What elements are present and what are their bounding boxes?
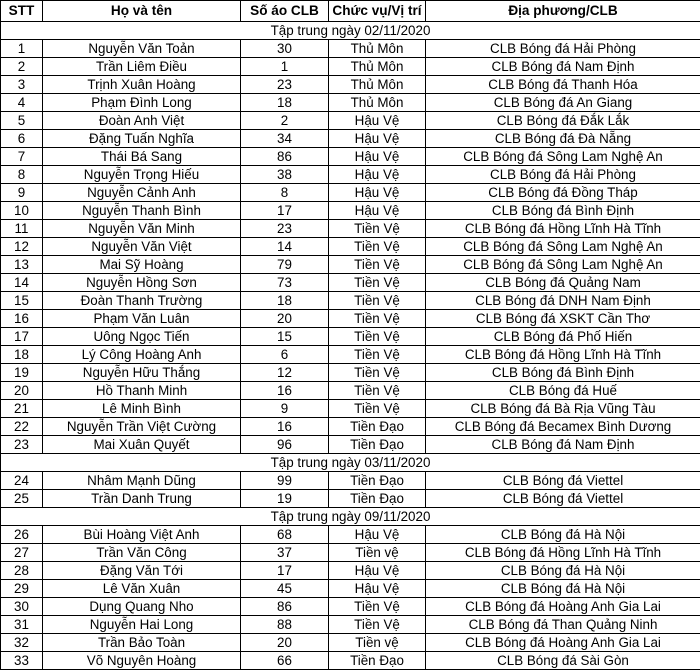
cell-stt: 1	[1, 40, 43, 58]
cell-position: Tiền Vệ	[329, 616, 426, 634]
cell-position: Hậu Vệ	[329, 526, 426, 544]
cell-club: CLB Bóng đá Becamex Bình Dương	[426, 418, 700, 436]
cell-club: CLB Bóng đá Phố Hiến	[426, 328, 700, 346]
cell-stt: 8	[1, 166, 43, 184]
cell-name: Trần Liêm Điều	[43, 58, 241, 76]
cell-position: Hậu Vệ	[329, 184, 426, 202]
cell-name: Nguyễn Trần Việt Cường	[43, 418, 241, 436]
cell-position: Hậu Vệ	[329, 202, 426, 220]
table-row	[1, 346, 700, 364]
cell-number: 68	[241, 526, 329, 544]
cell-stt: 27	[1, 544, 43, 562]
cell-number: 8	[241, 184, 329, 202]
cell-club: CLB Bóng đá Đà Nẵng	[426, 130, 700, 148]
cell-club: CLB Bóng đá Hải Phòng	[426, 40, 700, 58]
cell-name: Nguyễn Thanh Bình	[43, 202, 241, 220]
cell-name: Trịnh Xuân Hoàng	[43, 76, 241, 94]
cell-position: Tiền Đạo	[329, 490, 426, 508]
cell-number: 79	[241, 256, 329, 274]
cell-club: CLB Bóng đá Đồng Tháp	[426, 184, 700, 202]
cell-number: 23	[241, 220, 329, 238]
table-row	[1, 598, 700, 616]
cell-club: CLB Bóng đá Bình Định	[426, 364, 700, 382]
cell-club: CLB Bóng đá Hà Nội	[426, 526, 700, 544]
table-row	[1, 58, 700, 76]
cell-position: Tiền vệ	[329, 544, 426, 562]
cell-number: 16	[241, 382, 329, 400]
cell-club: CLB Bóng đá DNH Nam Định	[426, 292, 700, 310]
cell-position: Thủ Môn	[329, 94, 426, 112]
cell-stt: 33	[1, 652, 43, 670]
cell-stt: 12	[1, 238, 43, 256]
table-row	[1, 274, 700, 292]
cell-position: Tiền Vệ	[329, 364, 426, 382]
header-number: Số áo CLB	[241, 1, 329, 22]
table-row	[1, 400, 700, 418]
table-row	[1, 310, 700, 328]
cell-position: Tiền Đạo	[329, 652, 426, 670]
table-row	[1, 148, 700, 166]
cell-position: Thủ Môn	[329, 76, 426, 94]
cell-name: Đoàn Anh Việt	[43, 112, 241, 130]
cell-club: CLB Bóng đá An Giang	[426, 94, 700, 112]
group-label: Tập trung ngày 02/11/2020	[1, 22, 700, 40]
cell-number: 17	[241, 562, 329, 580]
cell-number: 18	[241, 292, 329, 310]
cell-position: Tiền Vệ	[329, 238, 426, 256]
cell-stt: 11	[1, 220, 43, 238]
cell-position: Tiền Vệ	[329, 220, 426, 238]
cell-club: CLB Bóng đá Hoàng Anh Gia Lai	[426, 634, 700, 652]
cell-stt: 23	[1, 436, 43, 454]
cell-number: 16	[241, 418, 329, 436]
table-row	[1, 634, 700, 652]
table-row	[1, 256, 700, 274]
cell-club: CLB Bóng đá Sông Lam Nghệ An	[426, 148, 700, 166]
cell-stt: 7	[1, 148, 43, 166]
cell-position: Hậu Vệ	[329, 562, 426, 580]
cell-stt: 22	[1, 418, 43, 436]
cell-position: Thủ Môn	[329, 40, 426, 58]
cell-stt: 14	[1, 274, 43, 292]
cell-stt: 5	[1, 112, 43, 130]
cell-stt: 17	[1, 328, 43, 346]
cell-number: 23	[241, 76, 329, 94]
cell-number: 20	[241, 310, 329, 328]
cell-position: Tiền Vệ	[329, 598, 426, 616]
cell-position: Tiền Vệ	[329, 346, 426, 364]
cell-club: CLB Bóng đá Hoàng Anh Gia Lai	[426, 598, 700, 616]
cell-position: Thủ Môn	[329, 58, 426, 76]
cell-club: CLB Bóng đá XSKT Cần Thơ	[426, 310, 700, 328]
cell-stt: 24	[1, 472, 43, 490]
cell-name: Đặng Văn Tới	[43, 562, 241, 580]
cell-name: Nguyễn Văn Minh	[43, 220, 241, 238]
cell-stt: 16	[1, 310, 43, 328]
cell-position: Hậu Vệ	[329, 580, 426, 598]
group-header-row	[1, 22, 700, 40]
header-position: Chức vụ/Vị trí	[329, 1, 426, 22]
cell-number: 99	[241, 472, 329, 490]
cell-stt: 29	[1, 580, 43, 598]
cell-club: CLB Bóng đá Hồng Lĩnh Hà Tĩnh	[426, 544, 700, 562]
cell-number: 38	[241, 166, 329, 184]
table-row	[1, 364, 700, 382]
cell-number: 88	[241, 616, 329, 634]
cell-club: CLB Bóng đá Bà Rịa Vũng Tàu	[426, 400, 700, 418]
table-row	[1, 616, 700, 634]
table-row	[1, 184, 700, 202]
cell-position: Tiền Đạo	[329, 418, 426, 436]
cell-number: 9	[241, 400, 329, 418]
cell-number: 12	[241, 364, 329, 382]
cell-number: 20	[241, 634, 329, 652]
table-row	[1, 112, 700, 130]
cell-stt: 13	[1, 256, 43, 274]
cell-stt: 4	[1, 94, 43, 112]
cell-club: CLB Bóng đá Viettel	[426, 472, 700, 490]
cell-name: Nguyễn Văn Toản	[43, 40, 241, 58]
cell-number: 15	[241, 328, 329, 346]
cell-club: CLB Bóng đá Thanh Hóa	[426, 76, 700, 94]
cell-position: Tiền Vệ	[329, 310, 426, 328]
cell-club: CLB Bóng đá Huế	[426, 382, 700, 400]
cell-position: Hậu Vệ	[329, 112, 426, 130]
table-row	[1, 436, 700, 454]
group-label: Tập trung ngày 09/11/2020	[1, 508, 700, 526]
table-row	[1, 490, 700, 508]
cell-position: Tiền Vệ	[329, 328, 426, 346]
group-label: Tập trung ngày 03/11/2020	[1, 454, 700, 472]
cell-number: 14	[241, 238, 329, 256]
cell-club: CLB Bóng đá Hồng Lĩnh Hà Tĩnh	[426, 346, 700, 364]
cell-number: 37	[241, 544, 329, 562]
cell-name: Lý Công Hoàng Anh	[43, 346, 241, 364]
group-header-row	[1, 508, 700, 526]
cell-stt: 2	[1, 58, 43, 76]
cell-stt: 28	[1, 562, 43, 580]
cell-number: 30	[241, 40, 329, 58]
cell-name: Lê Văn Xuân	[43, 580, 241, 598]
cell-stt: 19	[1, 364, 43, 382]
table-row	[1, 94, 700, 112]
cell-stt: 31	[1, 616, 43, 634]
cell-stt: 6	[1, 130, 43, 148]
table-row	[1, 220, 700, 238]
cell-number: 17	[241, 202, 329, 220]
cell-number: 45	[241, 580, 329, 598]
cell-number: 1	[241, 58, 329, 76]
table-row	[1, 76, 700, 94]
cell-name: Trần Danh Trung	[43, 490, 241, 508]
table-row	[1, 40, 700, 58]
cell-club: CLB Bóng đá Đắk Lắk	[426, 112, 700, 130]
cell-club: CLB Bóng đá Sông Lam Nghệ An	[426, 256, 700, 274]
cell-name: Phạm Đình Long	[43, 94, 241, 112]
cell-name: Đặng Tuấn Nghĩa	[43, 130, 241, 148]
table-row	[1, 418, 700, 436]
cell-position: Tiền Vệ	[329, 256, 426, 274]
cell-name: Bùi Hoàng Việt Anh	[43, 526, 241, 544]
cell-stt: 26	[1, 526, 43, 544]
cell-number: 2	[241, 112, 329, 130]
cell-club: CLB Bóng đá Than Quảng Ninh	[426, 616, 700, 634]
cell-name: Thái Bá Sang	[43, 148, 241, 166]
cell-stt: 15	[1, 292, 43, 310]
cell-name: Lê Minh Bình	[43, 400, 241, 418]
cell-stt: 20	[1, 382, 43, 400]
cell-stt: 9	[1, 184, 43, 202]
cell-name: Nguyễn Trọng Hiếu	[43, 166, 241, 184]
cell-name: Nguyễn Văn Việt	[43, 238, 241, 256]
cell-number: 6	[241, 346, 329, 364]
cell-name: Trần Văn Công	[43, 544, 241, 562]
cell-club: CLB Bóng đá Hồng Lĩnh Hà Tĩnh	[426, 220, 700, 238]
cell-position: Tiền Đạo	[329, 472, 426, 490]
cell-position: Tiền Vệ	[329, 382, 426, 400]
cell-number: 19	[241, 490, 329, 508]
table-row	[1, 202, 700, 220]
cell-stt: 21	[1, 400, 43, 418]
cell-number: 96	[241, 436, 329, 454]
cell-name: Nguyễn Cảnh Anh	[43, 184, 241, 202]
cell-position: Hậu Vệ	[329, 166, 426, 184]
table-row	[1, 526, 700, 544]
cell-name: Đoàn Thanh Trường	[43, 292, 241, 310]
cell-stt: 3	[1, 76, 43, 94]
header-club: Địa phương/CLB	[426, 1, 700, 22]
header-stt: STT	[1, 1, 43, 22]
cell-number: 34	[241, 130, 329, 148]
cell-club: CLB Bóng đá Nam Định	[426, 58, 700, 76]
cell-name: Nhâm Mạnh Dũng	[43, 472, 241, 490]
cell-stt: 32	[1, 634, 43, 652]
cell-name: Mai Sỹ Hoàng	[43, 256, 241, 274]
cell-name: Trần Bảo Toàn	[43, 634, 241, 652]
table-row	[1, 292, 700, 310]
cell-name: Dụng Quang Nho	[43, 598, 241, 616]
cell-club: CLB Bóng đá Hải Phòng	[426, 166, 700, 184]
cell-club: CLB Bóng đá Sông Lam Nghệ An	[426, 238, 700, 256]
cell-position: Tiền Vệ	[329, 400, 426, 418]
cell-number: 86	[241, 148, 329, 166]
header-name: Họ và tên	[43, 1, 241, 22]
table-row	[1, 544, 700, 562]
header-row	[1, 1, 700, 22]
table-row	[1, 238, 700, 256]
cell-name: Phạm Văn Luân	[43, 310, 241, 328]
table-row	[1, 130, 700, 148]
table-row	[1, 472, 700, 490]
table-row	[1, 652, 700, 670]
cell-name: Hồ Thanh Minh	[43, 382, 241, 400]
table-row	[1, 328, 700, 346]
table-row	[1, 580, 700, 598]
cell-club: CLB Bóng đá Bình Định	[426, 202, 700, 220]
cell-club: CLB Bóng đá Nam Định	[426, 436, 700, 454]
cell-club: CLB Bóng đá Quảng Nam	[426, 274, 700, 292]
cell-stt: 10	[1, 202, 43, 220]
cell-position: Tiền Đạo	[329, 436, 426, 454]
cell-position: Tiền vệ	[329, 634, 426, 652]
cell-name: Nguyễn Hữu Thắng	[43, 364, 241, 382]
cell-number: 86	[241, 598, 329, 616]
table-row	[1, 382, 700, 400]
cell-number: 66	[241, 652, 329, 670]
cell-name: Nguyễn Hồng Sơn	[43, 274, 241, 292]
cell-club: CLB Bóng đá Sài Gòn	[426, 652, 700, 670]
cell-name: Uông Ngọc Tiến	[43, 328, 241, 346]
cell-stt: 25	[1, 490, 43, 508]
cell-club: CLB Bóng đá Viettel	[426, 490, 700, 508]
cell-position: Tiền Vệ	[329, 292, 426, 310]
cell-name: Mai Xuân Quyết	[43, 436, 241, 454]
table-row	[1, 166, 700, 184]
roster-body	[1, 22, 700, 670]
cell-name: Nguyễn Hai Long	[43, 616, 241, 634]
cell-position: Tiền Vệ	[329, 274, 426, 292]
cell-position: Hậu Vệ	[329, 130, 426, 148]
cell-club: CLB Bóng đá Hà Nội	[426, 580, 700, 598]
group-header-row	[1, 454, 700, 472]
cell-club: CLB Bóng đá Hà Nội	[426, 562, 700, 580]
cell-position: Hậu Vệ	[329, 148, 426, 166]
cell-stt: 30	[1, 598, 43, 616]
table-row	[1, 562, 700, 580]
cell-name: Võ Nguyên Hoàng	[43, 652, 241, 670]
cell-number: 18	[241, 94, 329, 112]
cell-number: 73	[241, 274, 329, 292]
cell-stt: 18	[1, 346, 43, 364]
